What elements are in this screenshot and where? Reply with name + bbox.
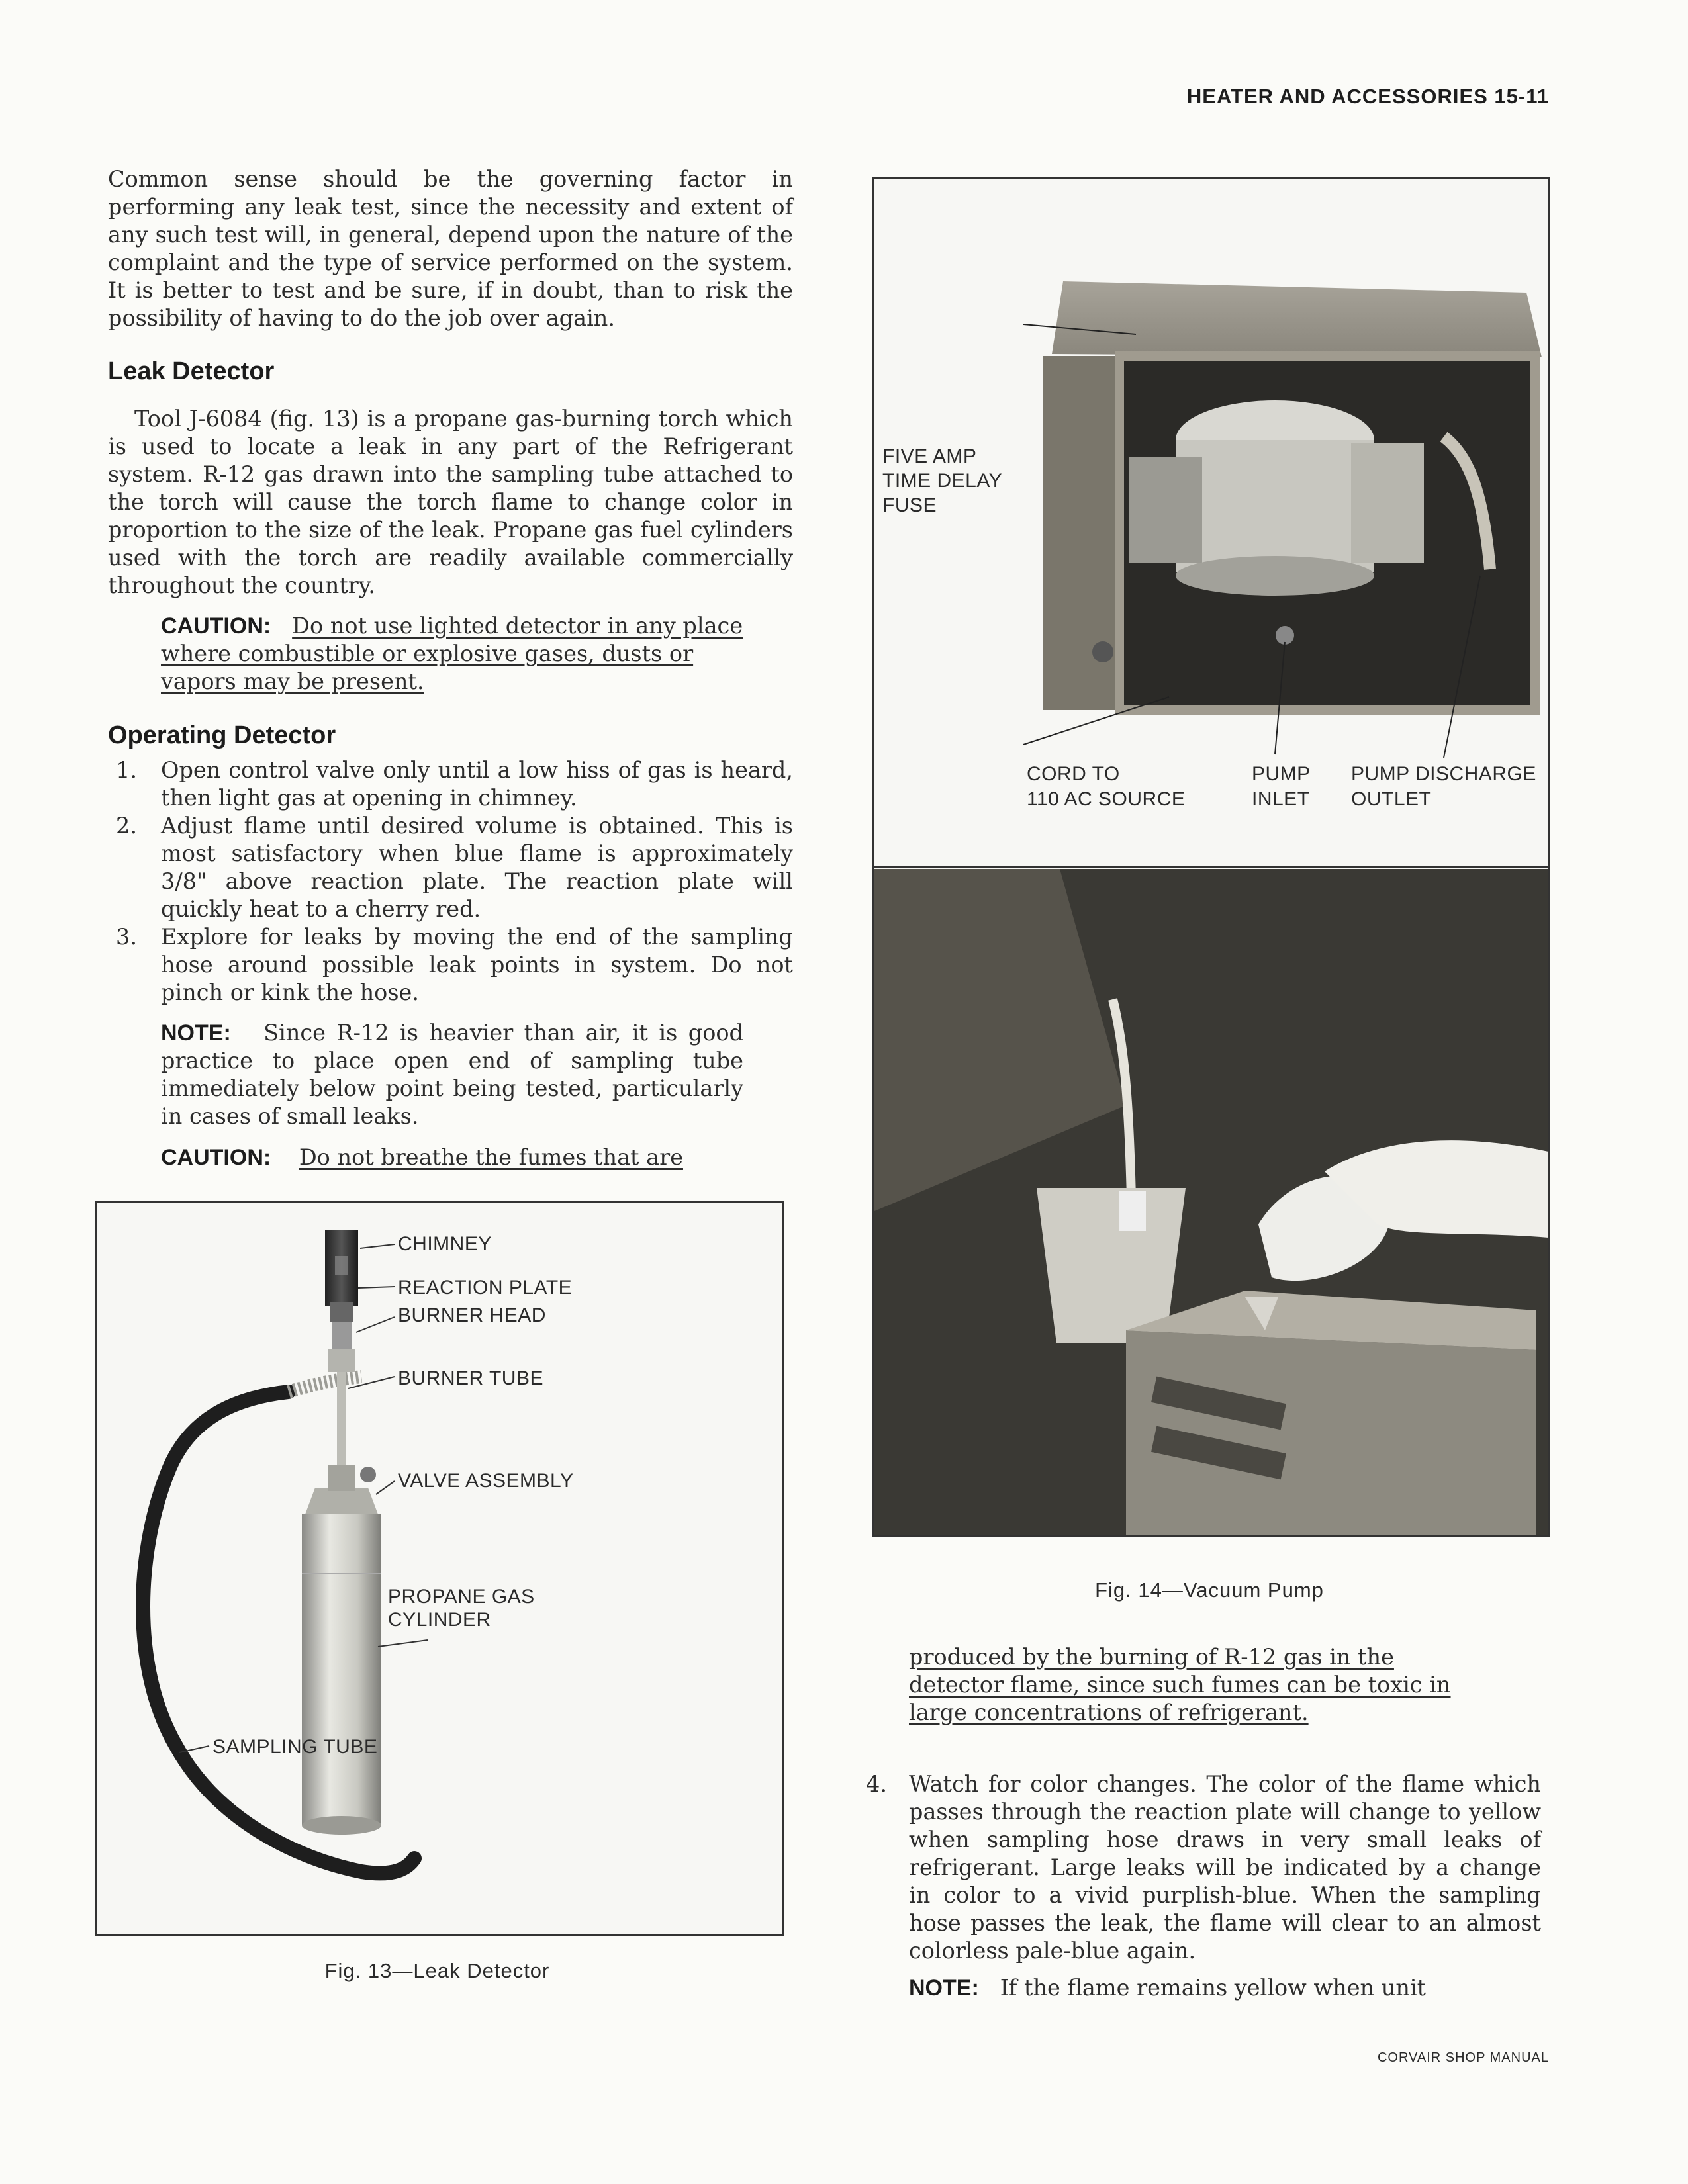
- note-text: Since R-12 is heavier than air, it is good practice to place open end of sampling tube immediately below point being tested, particularly in cases of small leaks.: [161, 1020, 743, 1129]
- fig13-caption: Fig. 13—Leak Detector: [324, 1959, 550, 1982]
- figure-13-leak-detector: [95, 1201, 784, 1936]
- step-2-text: Adjust flame until desired volume is obtained. This is most satisfactory when blue flame is approximately 3/8" above reaction plate. The reaction plate will quickly heat to a cherry red.: [161, 813, 793, 922]
- callout-cord-2: 110 AC SOURCE: [1027, 788, 1186, 810]
- callout-sampling-tube: SAMPLING TUBE: [212, 1736, 378, 1758]
- operating-detector-heading: Operating Detector: [108, 721, 336, 749]
- step-4-text: Watch for color changes. The color of the flame which passes through the reaction plate will change to yellow when sampling hose draws in very small leaks of refrigerant. Large leaks will be indicated by a change in color to a vivid purplish-blue. When the sampling hose passes the leak, the flame will clear to an almost colorless pale-blue again.: [909, 1771, 1541, 1964]
- caution2-text-cont-paragraph: [909, 1643, 1478, 1727]
- caution-label: CAUTION:: [161, 614, 271, 639]
- note-paragraph: [161, 1019, 743, 1130]
- step-2-number: 2.: [116, 813, 137, 839]
- flex-coil: [289, 1377, 361, 1392]
- step-1-number: 1.: [116, 757, 137, 783]
- callout-propane-1: PROPANE GAS: [388, 1586, 535, 1608]
- callout-reaction-plate: REACTION PLATE: [398, 1277, 573, 1298]
- caution2-label: CAUTION:: [161, 1145, 271, 1170]
- leak-detector-heading: Leak Detector: [108, 357, 275, 385]
- callout-inlet-1: PUMP: [1252, 763, 1311, 785]
- note-label: NOTE:: [161, 1021, 231, 1046]
- callout-fuse-2: TIME DELAY: [882, 470, 1003, 492]
- leak-detector-body: Tool J-6084 (fig. 13) is a propane gas-burning torch which is used to locate a leak in any part of the Refrigerant system. R-12 gas drawn into the sampling tube attached to the torch will cause the torch flame to change color in proportion to the size of the leak. Propane gas fuel cylinders used with the torch are readily available commercially throughout the country.: [108, 406, 793, 598]
- intro-paragraph: Common sense should be the governing factor in performing any leak test, since the necessity and extent of any such test will, in general, depend upon the nature of the complaint and the type of service performed on the system. It is better to test and be sure, if in doubt, than to risk the possibility of having to do the job over again.: [108, 166, 793, 331]
- vacuum-pump-illustration: [874, 179, 1548, 1535]
- callout-inlet-2: INLET: [1252, 788, 1310, 810]
- callout-cord-1: CORD TO: [1027, 763, 1120, 785]
- callout-outlet-1: PUMP DISCHARGE: [1351, 763, 1536, 785]
- caution2-text-start: Do not breathe the fumes that are: [299, 1144, 683, 1170]
- callout-valve-assembly: VALVE ASSEMBLY: [398, 1470, 574, 1492]
- step-4-number: 4.: [866, 1771, 887, 1797]
- propane-cylinder-shape: [302, 1514, 381, 1825]
- callout-burner-tube: BURNER TUBE: [398, 1367, 543, 1389]
- figure-14-vacuum-pump: [872, 177, 1550, 1537]
- step-3-number: 3.: [116, 924, 137, 950]
- page-footer: CORVAIR SHOP MANUAL: [1377, 2050, 1549, 2065]
- note2-label: NOTE:: [909, 1976, 979, 2001]
- callout-fuse-1: FIVE AMP: [882, 445, 977, 467]
- callout-fuse-3: FUSE: [882, 494, 937, 516]
- note2-paragraph: [909, 1974, 1491, 2002]
- callout-propane-2: CYLINDER: [388, 1609, 491, 1631]
- callout-outlet-2: OUTLET: [1351, 788, 1432, 810]
- caution2-paragraph: [161, 1144, 743, 1171]
- callout-burner-head: BURNER HEAD: [398, 1304, 546, 1326]
- note2-text: If the flame remains yellow when unit: [1000, 1975, 1427, 2001]
- burner-tube-shape: [337, 1372, 346, 1465]
- leak-detector-caution: [161, 612, 743, 696]
- step-1-text: Open control valve only until a low hiss of gas is heard, then light gas at opening in chimney.: [161, 757, 793, 811]
- callout-chimney: CHIMNEY: [398, 1233, 492, 1255]
- step-3-text: Explore for leaks by moving the end of the sampling hose around possible leak points in system. Do not pinch or kink the hose.: [161, 924, 793, 1005]
- fig14-caption: Fig. 14—Vacuum Pump: [1095, 1578, 1324, 1602]
- caution-text: Do not use lighted detector in any place where combustible or explosive gases, dusts or vapors may be present.: [161, 613, 743, 694]
- case-lid: [1052, 281, 1542, 357]
- caution2-text-cont: produced by the burning of R-12 gas in the detector flame, since such fumes can be toxic in large concentrations of refrigerant.: [909, 1644, 1451, 1725]
- page-header: HEATER AND ACCESSORIES 15-11: [1186, 85, 1549, 108]
